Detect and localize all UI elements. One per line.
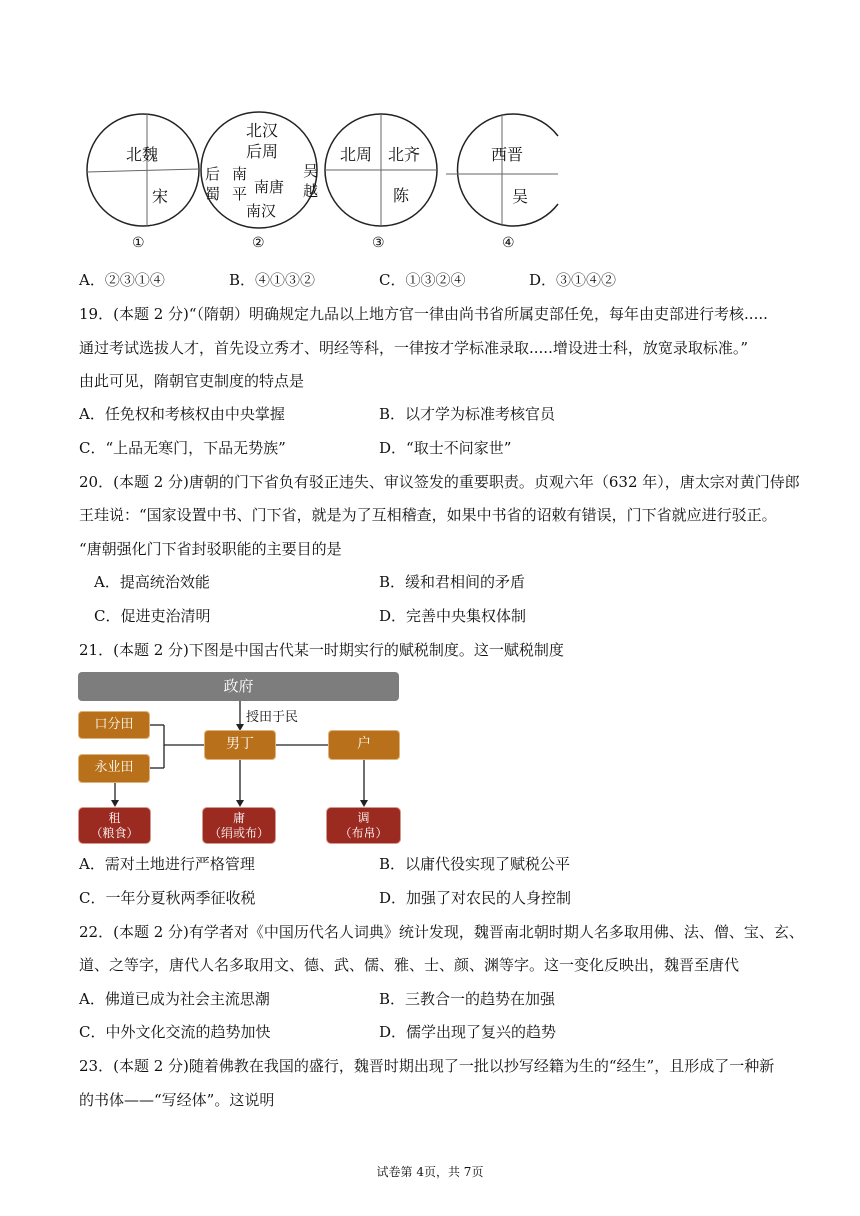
c3-beizhou-label: 北周 [340,145,373,164]
q23-stem-line2: 的书体——“写经体”。这说明 [79,1091,275,1109]
q21-option-c[interactable]: C．一年分夏秋两季征收税 [79,889,256,907]
c4-xijin-label: 西晋 [491,145,524,164]
c2-beihan-label: 北汉 [246,121,279,140]
grant-land-label: 授田于民 [246,710,299,725]
c4-caption: ④ [502,235,515,251]
yong-tax-title: 庸 [232,811,245,825]
zu-tax-title: 租 [108,811,121,825]
c2-nan-label: 南 [232,165,248,183]
q21-option-d[interactable]: D．加强了对农民的人身控制 [379,889,572,907]
c3-beiqi-label: 北齐 [388,145,421,164]
q19-option-a[interactable]: A．任免权和考核权由中央掌握 [79,405,285,423]
diao-tax-box [326,807,401,844]
q23-stem-line1: 23．(本题 2 分)随着佛教在我国的盛行，魏晋时期出现了一批以抄写经籍为生的“经生”，且形成了一种新 [79,1057,775,1075]
q22-option-b[interactable]: B．三教合一的趋势在加强 [379,990,556,1008]
q18-option-a[interactable]: A．②③①④ [79,271,165,289]
q19-option-b[interactable]: B．以才学为标准考核官员 [379,405,556,423]
q20-stem-line1: 20．(本题 2 分)唐朝的门下省负有驳正违失、审议签发的重要职责。贞观六年（632 年），唐太宗对黄门侍郎 [79,473,800,491]
c2-ping-label: 平 [232,185,248,203]
q20-option-b[interactable]: B．缓和君相间的矛盾 [379,573,526,591]
zu-tax-sub: （粮食） [90,826,139,840]
q20-option-a[interactable]: A．提高统治效能 [94,573,210,591]
household-box: 户 [328,730,400,760]
q19-stem-line2: 通过考试选拔人才，首先设立秀才、明经等科，一律按才学标准录取.....增设进士科，放宽录取标准。” [79,339,749,357]
q19-stem-line3: 由此可见，隋朝官吏制度的特点是 [79,372,305,390]
zu-tax-box [78,807,151,844]
c2-houzhou-label: 后周 [246,142,279,161]
dynasty-circles-figure [84,108,564,258]
c1-caption: ① [132,235,145,251]
q21-option-b[interactable]: B．以庸代役实现了赋税公平 [379,855,571,873]
q22-stem-line2: 道、之等字，唐代人名多取用文、德、武、儒、雅、士、颜、渊等字。这一变化反映出，魏晋至唐代 [79,956,740,974]
q22-stem-line1: 22．(本题 2 分)有学者对《中国历代名人词典》统计发现，魏晋南北朝时期人名多取用佛、法、僧、宝、玄、 [79,923,804,941]
c4-wu-label: 吴 [512,187,529,206]
yong-tax-sub: （绢或布） [208,826,269,840]
q20-stem-line2: 王珪说：“国家设置中书、门下省，就是为了互相稽查，如果中书省的诏敕有错误，门下省就应进行驳正。 [79,506,777,524]
q22-option-a[interactable]: A．佛道已成为社会主流思潮 [79,990,270,1008]
q18-option-c[interactable]: C．①③②④ [379,271,466,289]
q22-option-d[interactable]: D．儒学出现了复兴的趋势 [379,1023,557,1041]
q20-option-c[interactable]: C．促进吏治清明 [94,607,211,625]
q20-option-d[interactable]: D．完善中央集权体制 [379,607,527,625]
q19-option-c[interactable]: C．“上品无寒门，下品无势族” [79,439,286,457]
yong-tax-box [202,807,276,844]
diao-tax-sub: （布帛） [339,826,388,840]
yongye-field-box: 永业田 [78,754,150,783]
page-footer: 试卷第 4页，共 7页 [376,1165,484,1179]
c2-wu-label: 吴 [303,162,319,180]
adult-male-box: 男丁 [204,730,276,760]
q18-option-d[interactable]: D．③①④② [529,271,617,289]
q20-stem-line3: “唐朝强化门下省封驳职能的主要目的是 [79,540,342,558]
q18-option-b[interactable]: B．④①③② [229,271,316,289]
c1-north-label: 北魏 [126,145,159,164]
diao-tax-title: 调 [357,811,370,825]
circle-1 [87,114,199,226]
c3-caption: ③ [372,235,385,251]
government-box: 政府 [78,672,399,701]
circle-4 [446,114,558,226]
koufen-field-box: 口分田 [78,711,150,739]
c2-shu-label: 蜀 [205,185,221,203]
c2-caption: ② [252,235,265,251]
q21-stem-line1: 21．(本题 2 分)下图是中国古代某一时期实行的赋税制度。这一赋税制度 [79,641,564,659]
c3-chen-label: 陈 [393,186,410,205]
c2-yue-label: 越 [303,182,319,200]
q22-option-c[interactable]: C．中外文化交流的趋势加快 [79,1023,271,1041]
circle-3 [325,114,437,226]
c2-hou-label: 后 [205,165,221,183]
q21-option-a[interactable]: A．需对土地进行严格管理 [79,855,255,873]
c2-nantang-label: 南唐 [254,178,285,196]
q19-stem-line1: 19．(本题 2 分)“（隋朝）明确规定九品以上地方官一律由尚书省所属吏部任免，每年由吏部进行考核..... [79,305,768,323]
q19-option-d[interactable]: D．“取士不问家世” [379,439,512,457]
c2-nanhan-label: 南汉 [246,202,277,220]
c1-south-label: 宋 [152,187,169,206]
